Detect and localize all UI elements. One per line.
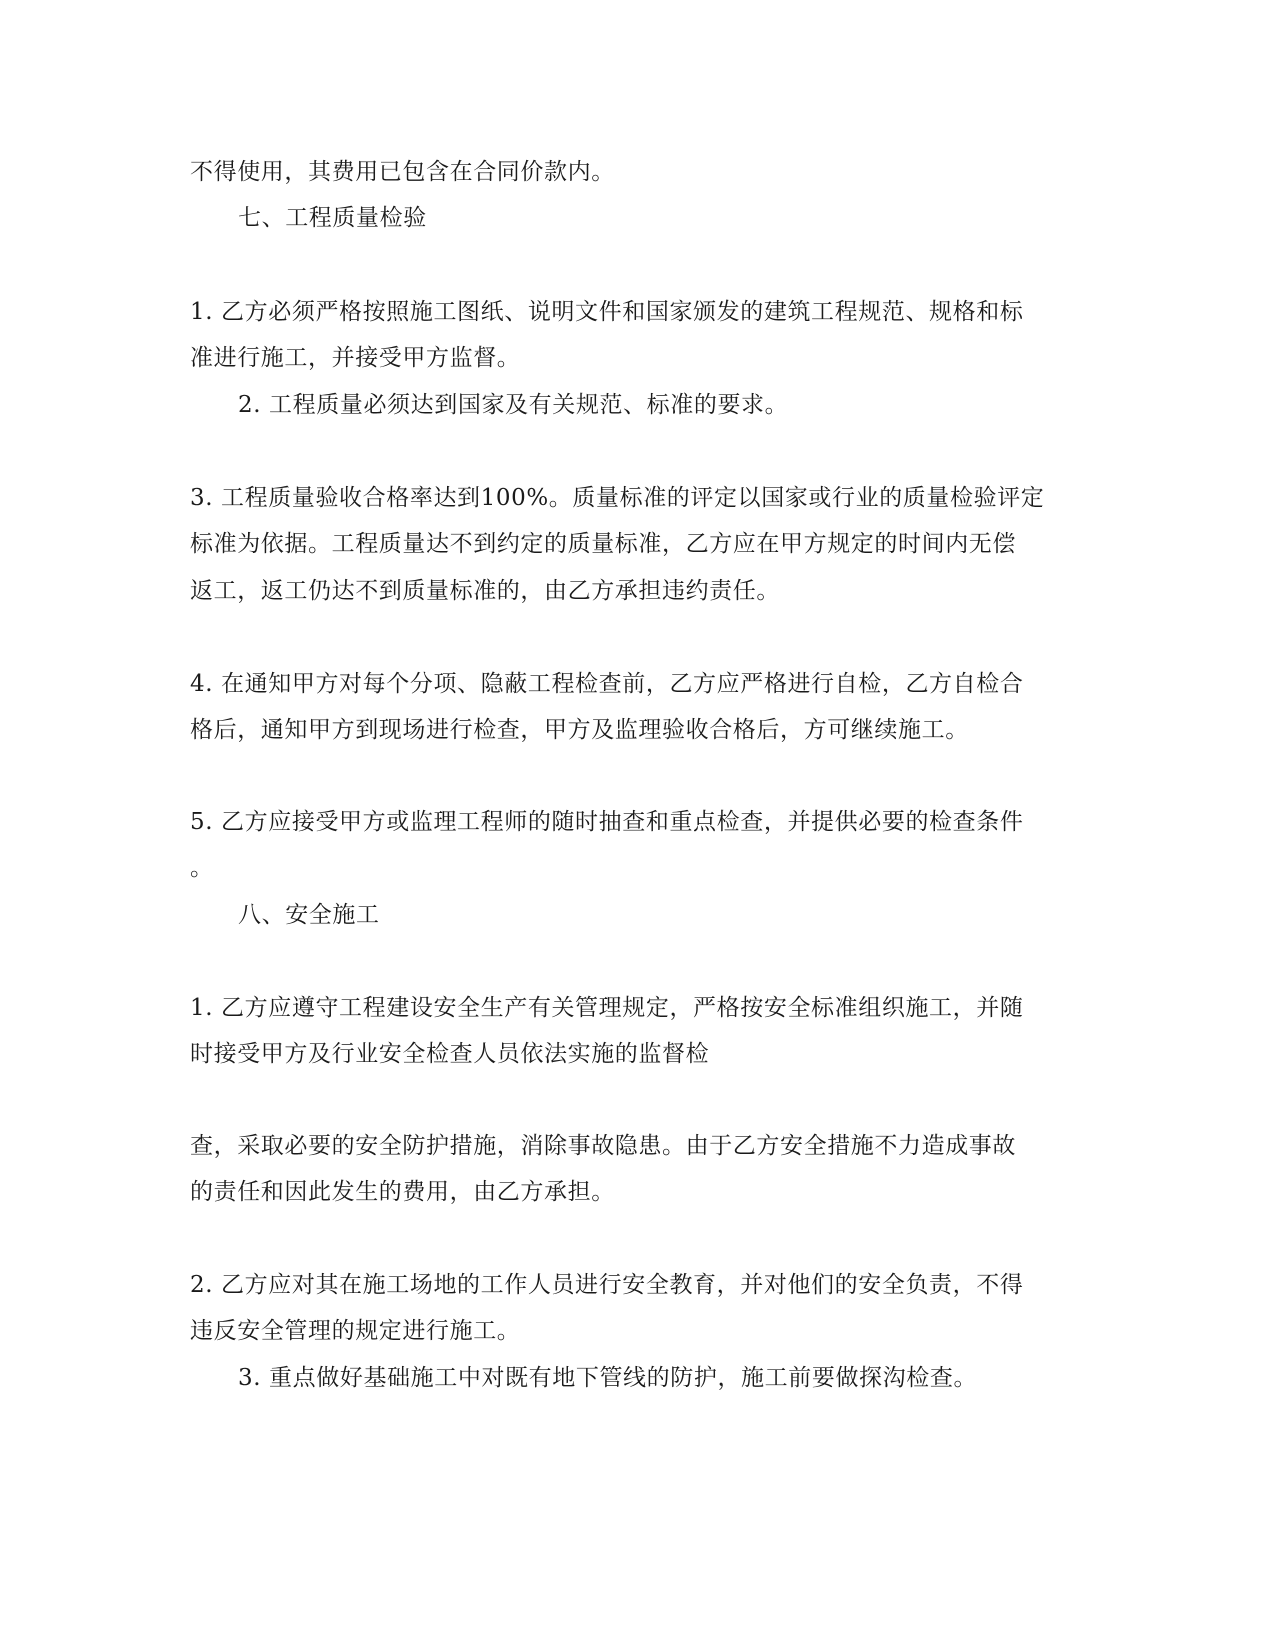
section-heading-quality-inspection: 七、工程质量检验 [238, 205, 427, 231]
clause-8-2-line-2: 违反安全管理的规定进行施工。 [190, 1318, 521, 1344]
text-line-fee-included: 不得使用，其费用已包含在合同价款内。 [190, 159, 615, 185]
clause-8-1-line-4: 的责任和因此发生的费用，由乙方承担。 [190, 1179, 615, 1205]
clause-7-4-line-2: 格后，通知甲方到现场进行检查，甲方及监理验收合格后，方可继续施工。 [190, 717, 969, 743]
clause-7-4-line-1: 4. 在通知甲方对每个分项、隐蔽工程检查前，乙方应严格进行自检，乙方自检合 [190, 671, 1024, 697]
section-heading-safe-construction: 八、安全施工 [238, 902, 380, 928]
clause-7-5-line-1: 5. 乙方应接受甲方或监理工程师的随时抽查和重点检查，并提供必要的检查条件 [190, 809, 1024, 835]
clause-7-3-line-3: 返工，返工仍达不到质量标准的，由乙方承担违约责任。 [190, 578, 780, 604]
clause-8-3: 3. 重点做好基础施工中对既有地下管线的防护，施工前要做探沟检查。 [238, 1365, 978, 1391]
clause-8-1-line-2: 时接受甲方及行业安全检查人员依法实施的监督检 [190, 1041, 710, 1067]
clause-7-5-line-2: 。 [190, 855, 214, 881]
clause-8-1-line-3: 查，采取必要的安全防护措施，消除事故隐患。由于乙方安全措施不力造成事故 [190, 1133, 1016, 1159]
clause-7-3-line-2: 标准为依据。工程质量达不到约定的质量标准，乙方应在甲方规定的时间内无偿 [190, 531, 1016, 557]
clause-8-1-line-1: 1. 乙方应遵守工程建设安全生产有关管理规定，严格按安全标准组织施工，并随 [190, 995, 1024, 1021]
clause-8-2-line-1: 2. 乙方应对其在施工场地的工作人员进行安全教育，并对他们的安全负责，不得 [190, 1272, 1024, 1298]
clause-7-1-line-1: 1. 乙方必须严格按照施工图纸、说明文件和国家颁发的建筑工程规范、规格和标 [190, 299, 1024, 325]
clause-7-1-line-2: 准进行施工，并接受甲方监督。 [190, 345, 521, 371]
clause-7-2: 2. 工程质量必须达到国家及有关规范、标准的要求。 [238, 392, 789, 418]
clause-7-3-line-1: 3. 工程质量验收合格率达到100%。质量标准的评定以国家或行业的质量检验评定 [190, 485, 1045, 511]
